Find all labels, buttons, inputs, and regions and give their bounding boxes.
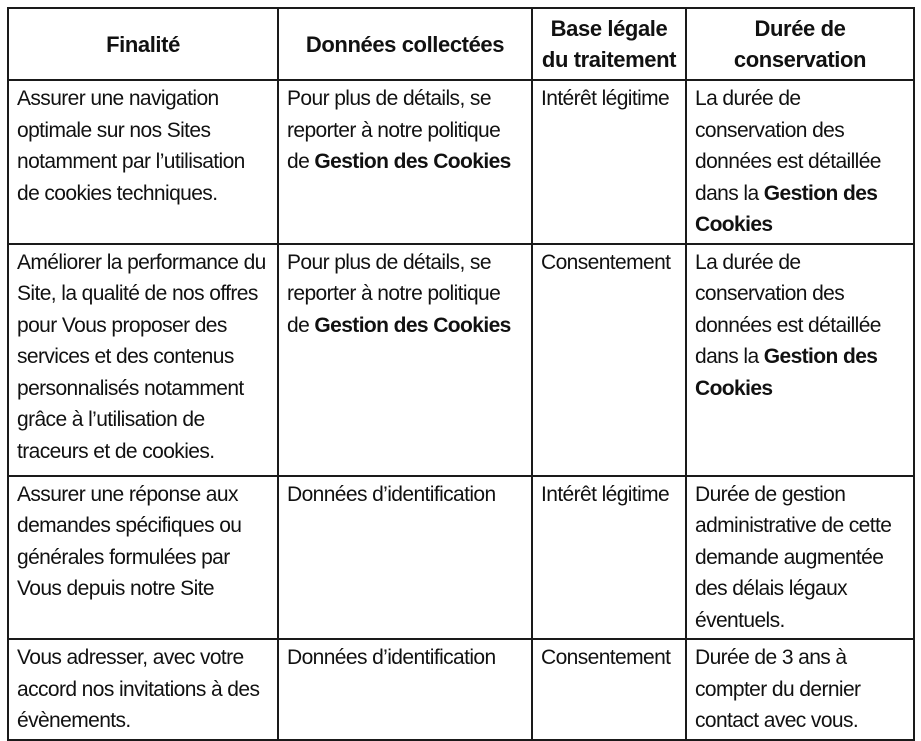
cell-base-legale: Intérêt légitime — [532, 476, 686, 640]
table-row — [8, 80, 914, 244]
cell-duree-text: La durée de conservation des données est détaillée dans la — [695, 250, 881, 368]
cell-finalite: Vous adresser, avec votre accord nos invitations à des évènements. — [8, 639, 278, 740]
cell-donnees — [278, 244, 532, 476]
cell-base-legale: Consentement — [532, 639, 686, 740]
header-duree-conservation-text: Durée de conservation — [733, 16, 867, 72]
header-donnees-collectees: Données collectées — [278, 8, 532, 80]
data-processing-table-container — [7, 7, 913, 741]
table-row — [8, 244, 914, 476]
header-duree-conservation — [686, 8, 914, 80]
cell-donnees: Données d’identification — [278, 639, 532, 740]
cell-duree-text: La durée de conservation des données est détaillée dans la — [695, 87, 881, 205]
cell-duree-bold-text: Gestion des Cookies — [695, 345, 878, 400]
cell-donnees — [278, 80, 532, 244]
table-row — [8, 476, 914, 640]
cell-duree: Durée de gestion administrative de cette demande augmentée des délais légaux éventuels. — [686, 476, 914, 640]
cell-finalite: Améliorer la performance du Site, la qualité de nos offres pour Vous proposer des services et des contenus personnalisés notamment grâce à l’utilisation de traceurs et de cookies. — [8, 244, 278, 476]
cell-donnees-text: Pour plus de détails, se reporter à notre politique de — [287, 250, 501, 337]
header-finalite: Finalité — [8, 8, 278, 80]
cell-donnees-bold-link-text: Gestion des Cookies — [314, 313, 511, 337]
data-processing-table — [7, 7, 915, 741]
cell-duree: Durée de 3 ans à compter du dernier contact avec vous. — [686, 639, 914, 740]
cell-duree — [686, 244, 914, 476]
cell-duree — [686, 80, 914, 244]
cell-finalite: Assurer une navigation optimale sur nos Sites notamment par l’utilisation de cookies techniques. — [8, 80, 278, 244]
header-base-legale-text: Base légale du traitement — [541, 16, 677, 72]
cell-base-legale: Consentement — [532, 244, 686, 476]
cell-base-legale: Intérêt légitime — [532, 80, 686, 244]
table-row — [8, 639, 914, 740]
cell-donnees-text: Pour plus de détails, se reporter à notre politique de — [287, 87, 501, 173]
table-header-row — [8, 8, 914, 80]
cell-duree-bold-text: Gestion des Cookies — [695, 181, 878, 236]
cell-finalite: Assurer une réponse aux demandes spécifiques ou générales formulées par Vous depuis notre Site — [8, 476, 278, 640]
cell-donnees-bold-link-text: Gestion des Cookies — [314, 150, 511, 173]
cell-donnees: Données d’identification — [278, 476, 532, 640]
header-base-legale — [532, 8, 686, 80]
